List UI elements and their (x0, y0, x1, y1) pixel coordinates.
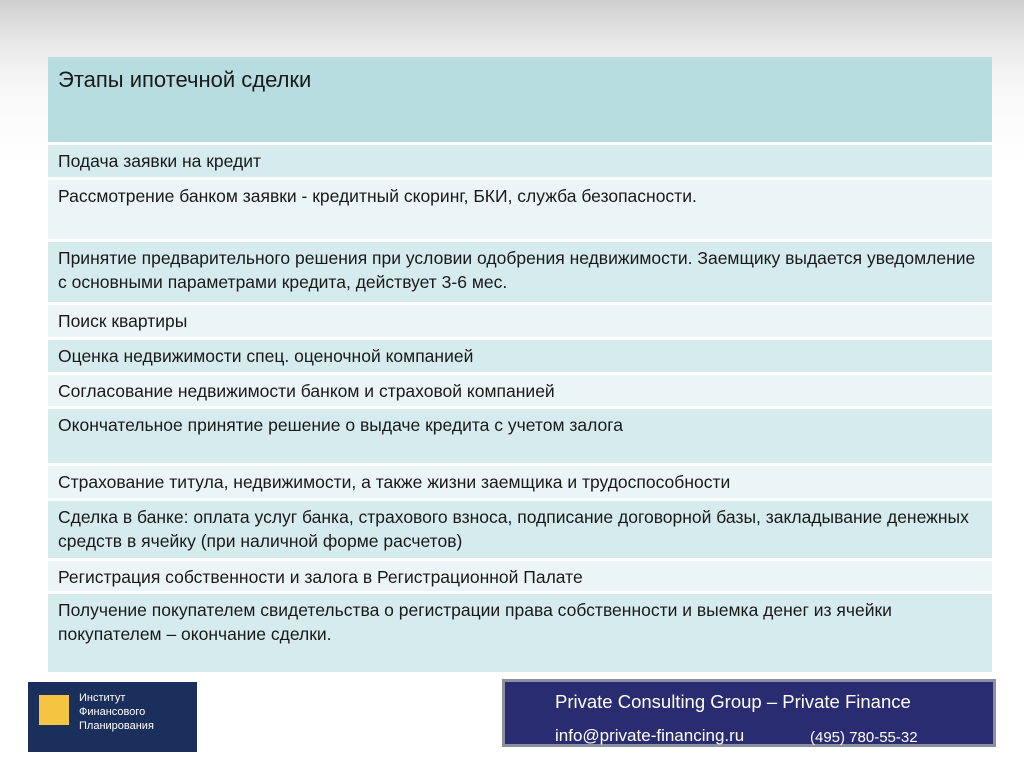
contact-box (502, 679, 996, 747)
logo-line: Институт (79, 692, 126, 704)
table-row (48, 499, 992, 559)
table-title: Этапы ипотечной сделки (48, 57, 992, 143)
stage-cell: Оценка недвижимости спец. оценочной компанией (48, 338, 992, 373)
table-row (48, 143, 992, 178)
table-row (48, 303, 992, 338)
company-name: Private Consulting Group – Private Finance (555, 691, 911, 712)
table-row (48, 338, 992, 373)
stage-cell: Рассмотрение банком заявки - кредитный скоринг, БКИ, служба безопасности. (48, 178, 992, 240)
logo-square-icon (39, 695, 69, 725)
logo-line: Планирования (79, 720, 154, 732)
stage-cell: Принятие предварительного решения при условии одобрения недвижимости. Заемщику выдается уведомление с основными параметрами кредита, действует 3-6 мес. (48, 240, 992, 303)
table-row (48, 178, 992, 240)
mortgage-stages-table (48, 57, 992, 672)
table-row (48, 240, 992, 303)
stage-cell: Страхование титула, недвижимости, а также жизни заемщика и трудоспособности (48, 464, 992, 499)
logo-line: Финансового (79, 706, 146, 718)
stage-cell: Получение покупателем свидетельства о регистрации права собственности и выемка денег из ячейки покупателем – окончание сделки. (58, 599, 892, 644)
table-row (48, 559, 992, 592)
table-header-row (48, 57, 992, 143)
table-row (48, 373, 992, 407)
contact-phone: (495) 780-55-32 (810, 729, 918, 746)
table-row (48, 592, 992, 672)
stage-cell: Сделка в банке: оплата услуг банка, страхового взноса, подписание договорной базы, закладывание денежных средств в ячейку (при наличной форме расчетов) (48, 499, 992, 559)
logo-text (79, 691, 154, 733)
stage-cell: Согласование недвижимости банком и страховой компанией (48, 373, 992, 407)
stage-cell: Регистрация собственности и залога в Регистрационной Палате (48, 559, 992, 592)
stage-cell: Поиск квартиры (48, 303, 992, 338)
table-row (48, 407, 992, 464)
stage-cell: Подача заявки на кредит (48, 143, 992, 178)
institute-logo (28, 682, 197, 752)
contact-email: info@private-financing.ru (555, 726, 745, 745)
stage-cell: Окончательное принятие решение о выдаче кредита с учетом залога (48, 407, 992, 464)
table-row (48, 464, 992, 499)
